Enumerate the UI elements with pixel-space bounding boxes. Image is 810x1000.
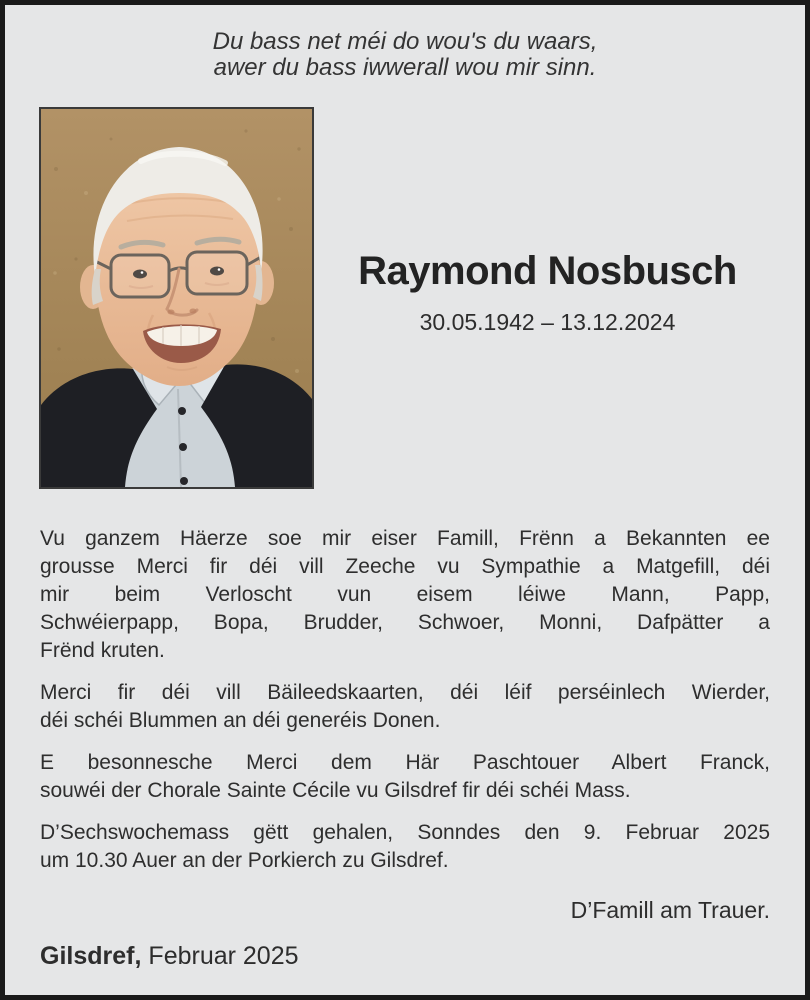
epigraph-line-2: awer du bass iwwerall wou mir sinn. [213,54,597,81]
paragraph-line: E besonnesche Merci dem Här Paschtouer Albert Franck, [40,751,770,774]
paragraph [40,679,770,735]
paragraph-line: déi schéi Blummen an déi generéis Donen. [40,709,441,732]
title-column [314,249,781,348]
paragraph-line: D’Sechswochemass gëtt gehalen, Sonndes den 9. Februar 2025 [40,821,770,844]
dateline-date: Februar 2025 [148,942,299,970]
paragraph [40,749,770,805]
paragraph-line: mir beim Verloscht vun eisem léiwe Mann, Papp, [40,583,770,606]
paragraph [40,819,770,875]
dateline [40,942,770,971]
epigraph-line-1: Du bass net méi do wou's du waars, [212,28,598,55]
hero-section [39,107,781,489]
body-paragraphs [40,525,770,889]
paragraph-line: um 10.30 Auer an der Porkierch zu Gilsdref. [40,849,449,872]
paragraph-line: souwéi der Chorale Sainte Cécile vu Gilsdref fir déi schéi Mass. [40,779,631,802]
deceased-name: Raymond Nosbusch [358,248,737,293]
portrait-photo [39,107,314,489]
paragraph [40,525,770,665]
life-dates: 30.05.1942 – 13.12.2024 [419,308,676,335]
paragraph-line: Vu ganzem Häerze soe mir eiser Famill, Frënn a Bekannten ee [40,527,770,550]
paragraph-line: Frënd kruten. [40,639,165,662]
paragraph-line: Schwéierpapp, Bopa, Brudder, Schwoer, Monni, Dafpätter a [40,611,770,634]
paragraph-line: grousse Merci fir déi vill Zeeche vu Sympathie a Matgefill, déi [40,555,770,578]
dateline-place: Gilsdref, [40,942,142,970]
signoff: D’Famill am Trauer. [570,897,770,923]
epigraph [5,29,805,81]
portrait-illustration [41,109,312,487]
paragraph-line: Merci fir déi vill Bäileedskaarten, déi léif perséinlech Wierder, [40,681,770,704]
